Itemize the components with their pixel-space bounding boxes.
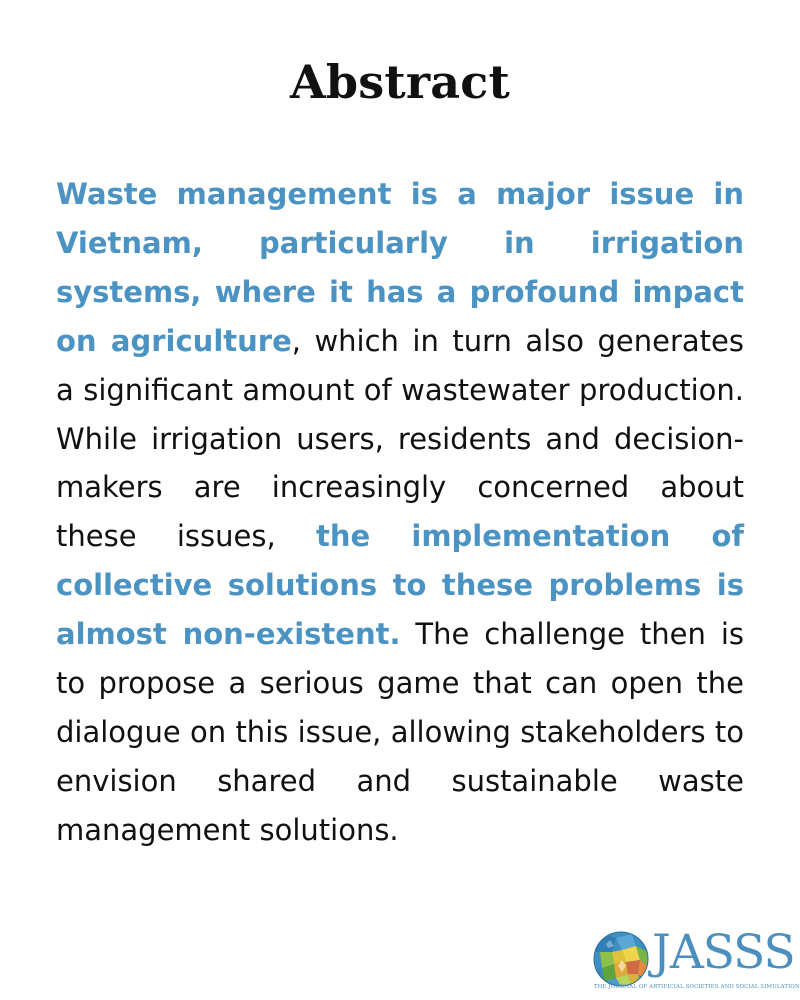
abstract-text-part: , which in turn also generates a significant amount of wastewater production. While irrigation users, residents and decision-makers are increasingly concerned about these issues, [56, 323, 745, 554]
abstract-text [56, 170, 744, 855]
highlight-waste-management: Waste management is a major issue in Vietnam, particularly in irrigation systems, where it has a profound impact on agriculture [56, 177, 744, 358]
jasss-logo-text: JASSS [652, 925, 795, 980]
highlight-collective-solutions: the implementation of collective solutions to these problems is almost non-existent. [56, 519, 744, 652]
jasss-logo [592, 925, 800, 994]
globe-mosaic-icon [592, 930, 650, 988]
page-title: Abstract [290, 55, 510, 109]
jasss-logo-tagline: THE JOURNAL OF ARTIFICIAL SOCIETIES AND SOCIAL SIMULATION [594, 984, 800, 990]
abstract-text-part: The challenge then is to propose a serious game that can open the dialogue on this issue, allowing stakeholders to envision shared and sustainable waste management solutions. [56, 617, 744, 847]
